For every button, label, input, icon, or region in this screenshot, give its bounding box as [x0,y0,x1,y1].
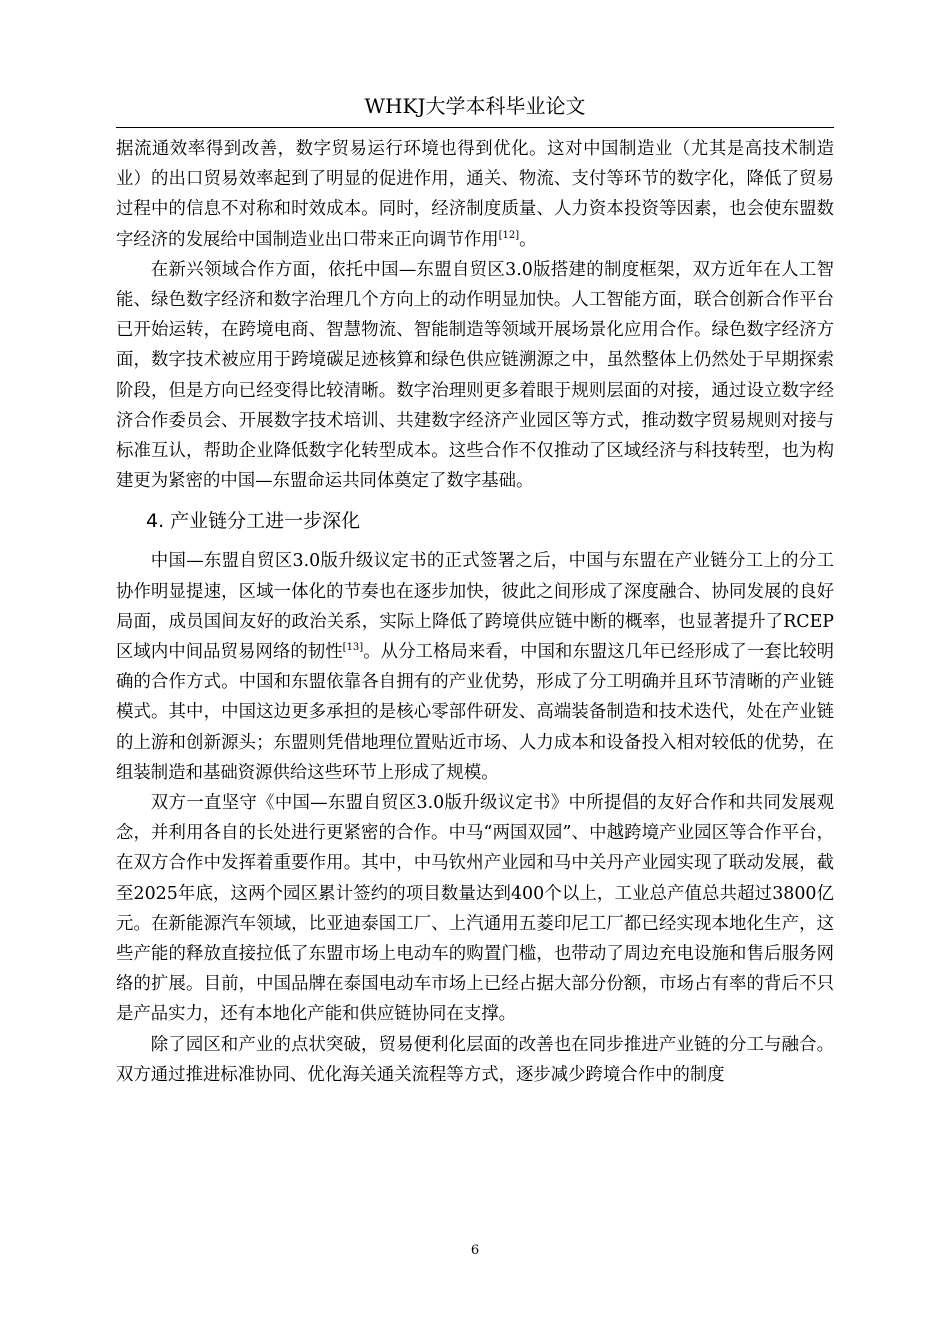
paragraph-continued [116,134,834,255]
citation-ref: [13] [342,642,364,654]
paragraph [116,788,834,1030]
citation-ref: [12] [498,229,520,241]
paragraph-tail: 。 [519,229,537,250]
header-rule [116,127,834,128]
page-header: WHKJ大学本科毕业论文 [364,94,586,118]
page-body [116,134,834,1090]
paragraph [116,1030,834,1090]
paragraph-text: 在新兴领域合作方面，依托中国—东盟自贸区3.0版搭建的制度框架，双方近年在人工智能、绿色数字经济和数字治理几个方向上的动作明显加快。人工智能方面，联合创新合作平台已开始运转，在跨境电商、智慧物流、智能制造等领域开展场景化应用合作。绿色数字经济方面，数字技术被应用于跨境碳足迹核算和绿色供应链溯源之中，虽然整体上仍然处于早期探索阶段，但是方向已经变得比较清晰。数字治理则更多着眼于规则层面的对接，通过设立数字经济合作委员会、开展数字技术培训、共建数字经济产业园区等方式，推动数字贸易规则对接与标准互认，帮助企业降低数字化转型成本。这些合作不仅推动了区域经济与科技转型，也为构建更为紧密的中国—东盟命运共同体奠定了数字基础。 [116,259,834,492]
paragraph-tail: 。从分工格局来看，中国和东盟这几年已经形成了一套比较明确的合作方式。中国和东盟依靠各自拥有的产业优势，形成了分工明确并且环节清晰的产业链模式。其中，中国这边更多承担的是核心零部件研发、高端装备制造和技术迭代，处在产业链的上游和创新源头；东盟则凭借地理位置贴近市场、人力成本和设备投入相对较低的优势，在组装制造和基础资源供给这些环节上形成了规模。 [116,642,834,783]
paragraph-text: 据流通效率得到改善，数字贸易运行环境也得到优化。这对中国制造业（尤其是高技术制造业）的出口贸易效率起到了明显的促进作用，通关、物流、支付等环节的数字化，降低了贸易过程中的信息不对称和时效成本。同时，经济制度质量、人力资本投资等因素，也会使东盟数字经济的发展给中国制造业出口带来正向调节作用 [116,139,834,250]
paragraph-text: 双方一直坚守《中国—东盟自贸区3.0版升级议定书》中所提倡的友好合作和共同发展观念，并利用各自的长处进行更紧密的合作。中马“两国双园”、中越跨境产业园区等合作平台，在双方合作中发挥着重要作用。其中，中马钦州产业园和马中关丹产业园实现了联动发展，截至2025年底，这两个园区累计签约的项目数量达到400个以上，工业总产值总共超过3800亿元。在新能源汽车领域，比亚迪泰国工厂、上汽通用五菱印尼工厂都已经实现本地化生产，这些产能的释放直接拉低了东盟市场上电动车的购置门槛，也带动了周边充电设施和售后服务网络的扩展。目前，中国品牌在泰国电动车市场上已经占据大部分份额，市场占有率的背后不只是产品实力，还有本地化产能和供应链协同在支撑。 [116,793,834,1025]
paragraph [116,546,834,788]
page-number: 6 [470,1243,480,1258]
paragraph-text: 除了园区和产业的点状突破，贸易便利化层面的改善也在同步推进产业链的分工与融合。双方通过推进标准协同、优化海关通关流程等方式，逐步减少跨境合作中的制度 [116,1034,834,1085]
section-heading: 4. 产业链分工进一步深化 [146,510,361,533]
paragraph [116,255,834,497]
paragraph-text: 中国—东盟自贸区3.0版升级议定书的正式签署之后，中国与东盟在产业链分工上的分工协作明显提速，区域一体化的节奏也在逐步加快，彼此之间形成了深度融合、协同发展的良好局面，成员国间友好的政治关系，实际上降低了跨境供应链中断的概率，也显著提升了RCEP区域内中间品贸易网络的韧性 [116,551,834,663]
